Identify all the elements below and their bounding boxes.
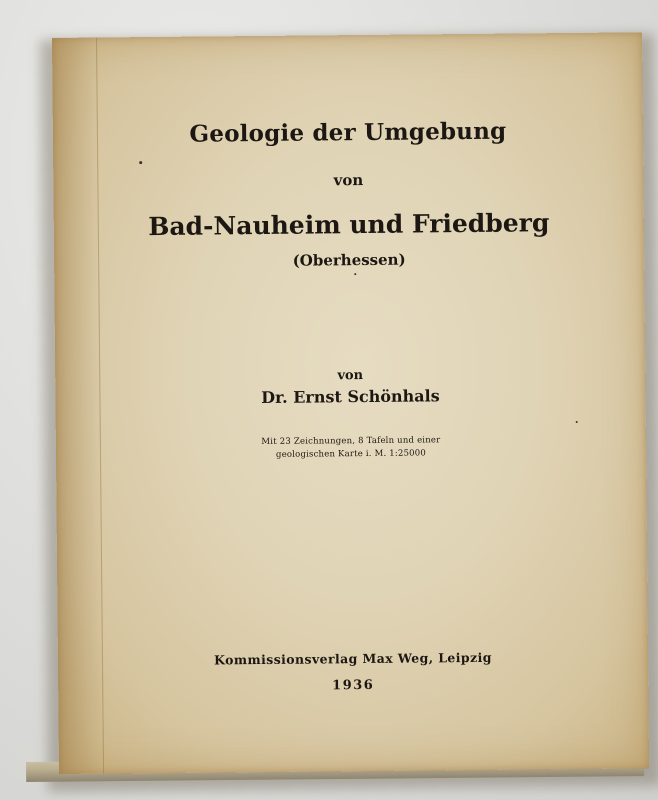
connector-von: von: [333, 171, 364, 190]
author-connector-von: von: [337, 368, 364, 384]
publisher: Kommissionsverlag Max Weg, Leipzig: [214, 649, 492, 668]
cover-text: [52, 32, 649, 774]
book-region: (Oberhessen): [292, 250, 406, 270]
book-place-title: Bad-Nauheim und Friedberg: [148, 208, 550, 242]
book-title: Geologie der Umgebung: [189, 117, 507, 148]
publication-year: 1936: [332, 677, 375, 694]
illustration-note-line-2: geologischen Karte i. M. 1:25000: [275, 448, 427, 460]
book-cover: [52, 32, 649, 774]
book-author: Dr. Ernst Schönhals: [261, 386, 440, 408]
illustration-note-line-1: Mit 23 Zeichnungen, 8 Tafeln und einer: [261, 435, 441, 448]
